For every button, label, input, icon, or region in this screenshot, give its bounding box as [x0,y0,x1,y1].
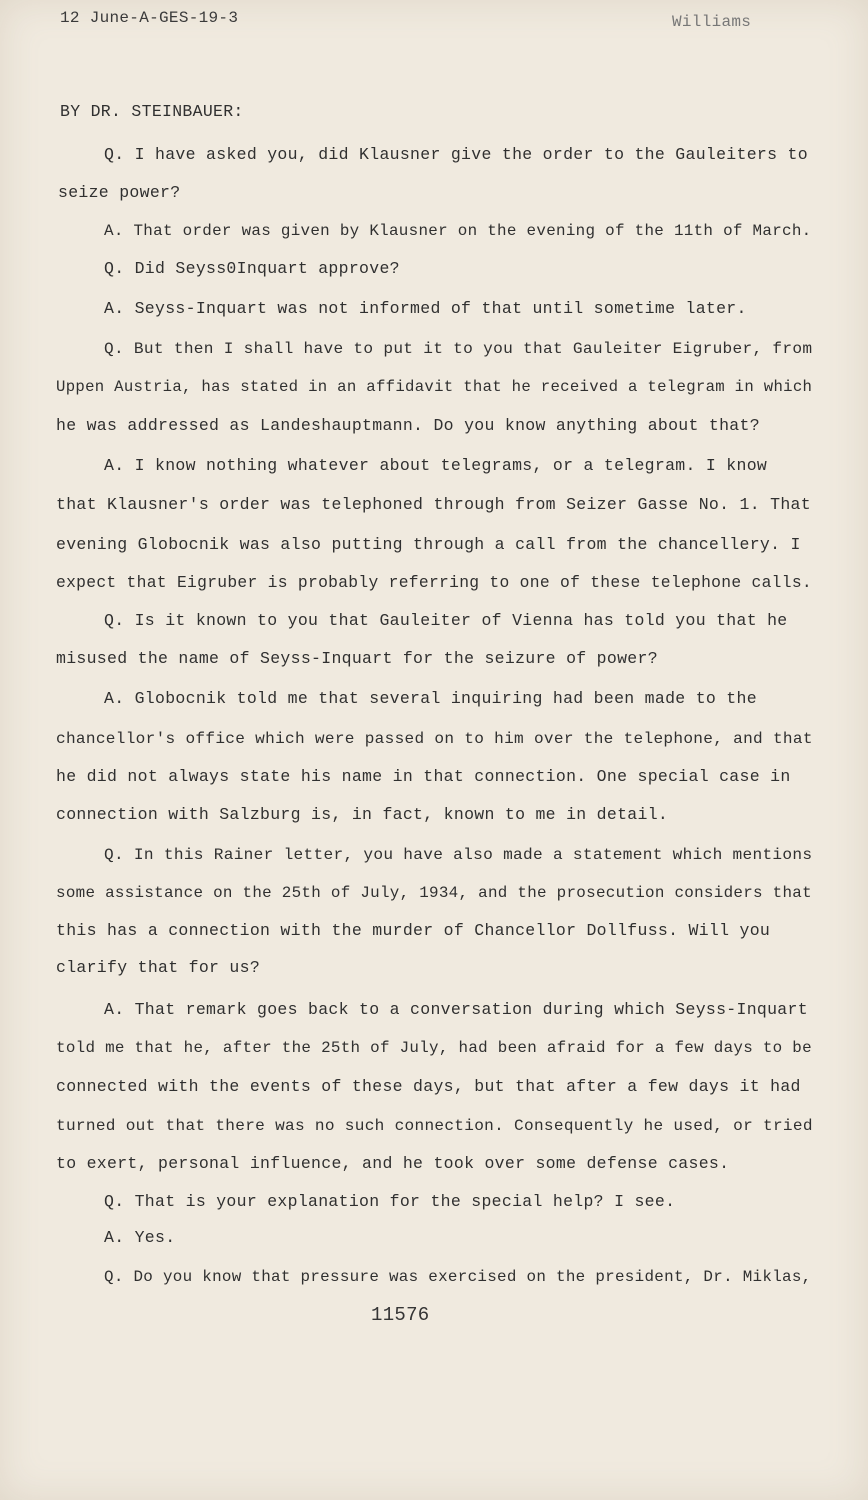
transcript-line: seize power? [58,183,181,202]
transcript-line: Q. I have asked you, did Klausner give the order to the Gauleiters to [104,145,808,164]
transcript-line: he did not always state his name in that connection. One special case in [56,767,791,786]
transcript-line: he was addressed as Landeshauptmann. Do you know anything about that? [56,416,760,435]
transcript-line: this has a connection with the murder of Chancellor Dollfuss. Will you [56,921,771,940]
transcript-line: Q. Is it known to you that Gauleiter of Vienna has told you that he [104,611,788,630]
transcript-line: told me that he, after the 25th of July, had been afraid for a few days to be [56,1039,812,1057]
transcript-line: chancellor's office which were passed on to him over the telephone, and that [56,730,813,748]
transcript-line: some assistance on the 25th of July, 1934, and the prosecution considers that [56,884,812,902]
transcript-line: A. Seyss-Inquart was not informed of that until sometime later. [104,299,747,318]
transcript-line: misused the name of Seyss-Inquart for the seizure of power? [56,649,658,668]
transcript-line: Q. Did Seyss0Inquart approve? [104,259,400,278]
transcript-line: that Klausner's order was telephoned through from Seizer Gasse No. 1. That [56,495,811,514]
transcript-line: turned out that there was no such connection. Consequently he used, or tried [56,1117,813,1135]
transcript-line: A. That remark goes back to a conversation during which Seyss-Inquart [104,1000,808,1019]
transcript-line: connected with the events of these days, but that after a few days it had [56,1077,801,1096]
transcript-line: A. That order was given by Klausner on the evening of the 11th of March. [104,222,812,240]
transcript-line: to exert, personal influence, and he took over some defense cases. [56,1154,730,1173]
transcript-line: evening Globocnik was also putting through a call from the chancellery. I [56,535,801,554]
page-number: 11576 [371,1304,430,1326]
speaker-heading: BY DR. STEINBAUER: [60,102,244,121]
transcript-line: Q. That is your explanation for the special help? I see. [104,1192,676,1211]
transcript-line: Q. In this Rainer letter, you have also made a statement which mentions [104,846,813,864]
transcript-line: Uppen Austria, has stated in an affidavit that he received a telegram in which [56,378,813,396]
transcript-line: A. Yes. [104,1228,176,1247]
transcript-line: clarify that for us? [56,958,261,977]
transcript-line: expect that Eigruber is probably referring to one of these telephone calls. [56,573,812,592]
transcript-line: A. Globocnik told me that several inquiring had been made to the [104,689,757,708]
document-reference: 12 June-A-GES-19-3 [60,9,239,27]
transcript-line: A. I know nothing whatever about telegrams, or a telegram. I know [104,456,768,475]
transcript-line: Q. Do you know that pressure was exercised on the president, Dr. Miklas, [104,1268,812,1286]
transcript-line: Q. But then I shall have to put it to you that Gauleiter Eigruber, from [104,340,813,358]
reporter-name: Williams [672,13,752,31]
transcript-line: connection with Salzburg is, in fact, known to me in detail. [56,805,669,824]
